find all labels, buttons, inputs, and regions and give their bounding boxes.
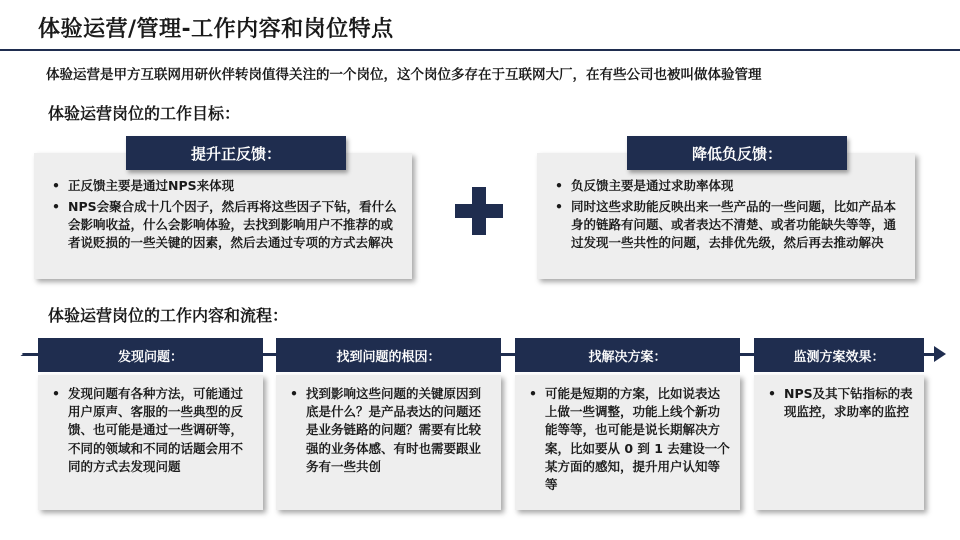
step-box-monitor <box>754 375 924 510</box>
goal-box-negative <box>537 153 915 279</box>
list-item: • 负反馈主要是通过求助率体现 <box>553 177 903 195</box>
step-root-cause-list <box>288 385 491 479</box>
list-item: • 找到影响这些问题的关键原因到底是什么？是产品表达的问题还是业务链路的问题？需要有比较强的业务体感、有时也需要跟业务有一些共创 <box>288 385 491 476</box>
list-item: • 发现问题有各种方法，可能通过用户原声、客服的一些典型的反馈、也可能是通过一些调研等，不同的领域和不同的话题会用不同的方式去发现问题 <box>50 385 253 476</box>
step-label-solution: 找解决方案： <box>515 338 740 372</box>
list-item: • 可能是短期的方案，比如说表达上做一些调整，功能上线个新功能等等，也可能是说长期解决方案，比如要从 0 到 1 去建设一个某方面的感知，提升用户认知等等 <box>527 385 730 494</box>
intro-text: 体验运营是甲方互联网用研伙伴转岗值得关注的一个岗位，这个岗位多存在于互联网大厂，在有些公司也被叫做体验管理 <box>46 67 762 83</box>
step-box-discover <box>38 375 263 510</box>
goal-negative-list <box>553 177 903 255</box>
list-item: • NPS及其下钻指标的表现监控，求助率的监控 <box>766 385 914 421</box>
process-heading: 体验运营岗位的工作内容和流程： <box>48 306 289 325</box>
plus-icon-vertical <box>472 187 486 235</box>
list-item: • 同时这些求助能反映出来一些产品的一些问题，比如产品本身的链路有问题、或者表达不清楚、或者功能缺失等等，通过发现一些共性的问题，去排优先级，然后再去推动解决 <box>553 198 903 252</box>
goal-label-positive: 提升正反馈： <box>126 136 346 170</box>
goal-positive-list <box>50 177 400 255</box>
step-solution-list <box>527 385 730 497</box>
goal-label-negative: 降低负反馈： <box>627 136 847 170</box>
goals-heading: 体验运营岗位的工作目标： <box>48 104 241 123</box>
step-discover-list <box>50 385 253 479</box>
step-box-root-cause <box>276 375 501 510</box>
step-label-monitor: 监测方案效果： <box>754 338 924 372</box>
list-item: • 正反馈主要是通过NPS来体现 <box>50 177 400 195</box>
step-monitor-list <box>766 385 914 424</box>
plus-icon <box>455 187 503 235</box>
step-label-discover: 发现问题： <box>38 338 263 372</box>
step-label-root-cause: 找到问题的根因： <box>276 338 501 372</box>
flow-start-notch <box>14 347 23 361</box>
list-item: • NPS会聚合成十几个因子，然后再将这些因子下钻，看什么会影响收益，什么会影响体验，去找到影响用户不推荐的或者说贬损的一些关键的因素，然后去通过专项的方式去解决 <box>50 198 400 252</box>
arrow-right-icon <box>934 346 946 362</box>
goal-box-positive <box>34 153 412 279</box>
title-divider <box>0 49 960 51</box>
page-title: 体验运营/管理-工作内容和岗位特点 <box>38 17 394 42</box>
step-box-solution <box>515 375 740 510</box>
